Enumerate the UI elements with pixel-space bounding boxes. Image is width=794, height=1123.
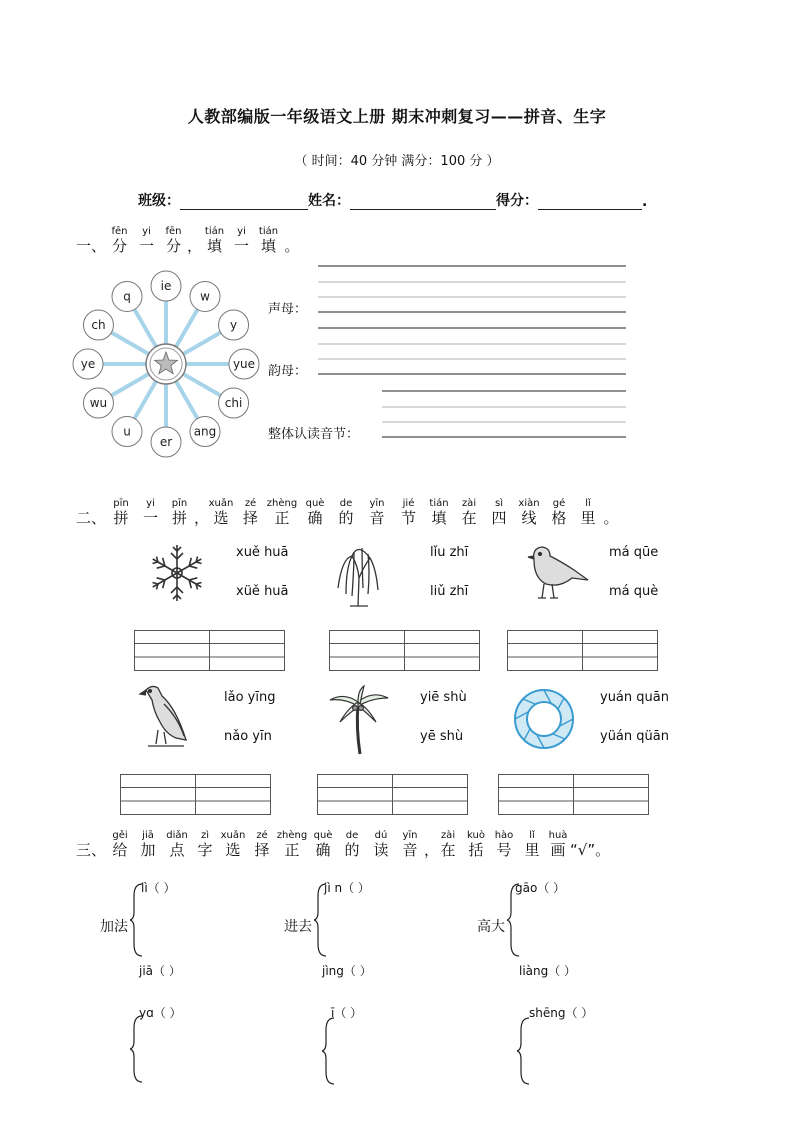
pinyin-char — [396, 830, 424, 859]
pinyin-char — [514, 498, 544, 527]
pinyin-char — [160, 226, 187, 255]
group2-word: 进去 — [284, 919, 312, 935]
wheel-label: ie — [160, 279, 172, 293]
pinyin-char — [308, 830, 338, 859]
pinyin: zhèng — [266, 498, 298, 509]
pinyin-char — [338, 830, 366, 859]
section3-num: 三、 — [76, 841, 107, 859]
pinyin-char — [255, 226, 282, 255]
item6-option2[interactable]: yüán qüān — [600, 729, 669, 744]
item6-option1[interactable]: yuán quān — [600, 690, 669, 705]
wheel-label: ye — [80, 357, 96, 371]
pinyin-char — [544, 498, 574, 527]
pinyin-char — [331, 498, 361, 527]
hanzi: 给 — [112, 841, 128, 859]
pinyin: lǐ — [529, 830, 535, 841]
section2-num: 二、 — [76, 509, 107, 527]
zhengti-label: 整体认读音节： — [268, 427, 360, 442]
item2-option2[interactable]: liǔ zhī — [430, 584, 469, 599]
hanzi: 里 — [524, 841, 540, 859]
four-line-grid-3[interactable] — [507, 630, 659, 672]
four-line-grid-5[interactable] — [317, 774, 469, 816]
pinyin-char — [106, 830, 134, 859]
group1-word: 加法 — [100, 919, 128, 935]
pinyin: fēn — [165, 226, 182, 237]
name-label: 姓名： — [308, 193, 350, 209]
pinyin: yīn — [402, 830, 418, 841]
four-line-grid-4[interactable] — [120, 774, 272, 816]
pinyin: kuò — [467, 830, 485, 841]
hanzi: 音 — [369, 509, 385, 527]
pinyin: tián — [204, 226, 225, 237]
hanzi: 填 — [207, 237, 223, 255]
hanzi: 四 — [491, 509, 507, 527]
wheel-label: er — [159, 435, 173, 449]
answer-lines — [268, 262, 633, 444]
pinyin: zì — [201, 830, 210, 841]
pinyin-char — [201, 226, 228, 255]
end-dot: . — [642, 194, 648, 210]
pinyin — [570, 830, 610, 841]
pinyin: què — [313, 830, 333, 841]
wheel-label: wu — [89, 396, 108, 410]
pinyin-char — [484, 498, 514, 527]
eagle-icon — [136, 682, 194, 754]
pinyin-char — [434, 830, 462, 859]
hanzi: 。 — [284, 237, 300, 255]
item4-option2[interactable]: nǎo yīn — [224, 729, 272, 744]
hanzi: 一 — [139, 237, 155, 255]
group2-top-option[interactable]: jì n（ ） — [324, 881, 370, 895]
pinyin: pīn — [171, 498, 188, 509]
item2-option1[interactable]: lǐu zhī — [430, 545, 469, 560]
name-blank[interactable] — [350, 193, 496, 210]
section1-pinyin-chars — [106, 226, 302, 255]
hanzi: 读 — [373, 841, 389, 859]
class-label: 班级： — [138, 193, 180, 209]
pinyin-char — [490, 830, 518, 859]
hanzi: 分 — [112, 237, 128, 255]
wheel-label: y — [229, 318, 238, 332]
pinyin-char — [236, 498, 265, 527]
hanzi: 分 — [166, 237, 182, 255]
pinyin-char — [462, 830, 490, 859]
group5-top-option[interactable]: ī（ ） — [331, 1006, 363, 1020]
pinyin: de — [339, 498, 353, 509]
pinyin: xuǎn — [220, 830, 246, 841]
hanzi: 画 — [550, 841, 566, 859]
pinyin-char — [570, 830, 610, 859]
group3-brace — [507, 882, 521, 958]
pinyin-char — [134, 830, 162, 859]
hanzi: 择 — [243, 509, 259, 527]
score-label: 得分： — [496, 193, 538, 209]
hanzi: 线 — [521, 509, 537, 527]
pinyin: yi — [142, 226, 151, 237]
snowflake-icon — [146, 542, 208, 604]
student-info-row — [138, 190, 647, 210]
class-blank[interactable] — [180, 193, 308, 210]
pinyin-char — [248, 830, 276, 859]
pinyin: xuǎn — [208, 498, 234, 509]
pinyin-char — [162, 830, 192, 859]
pinyin-char — [206, 498, 236, 527]
group6-brace — [517, 1016, 531, 1086]
hanzi: 号 — [496, 841, 512, 859]
pinyin: yīn — [369, 498, 385, 509]
pinyin — [602, 498, 620, 509]
group3-top-option[interactable]: gāo（ ） — [515, 881, 566, 895]
sparrow-icon — [524, 542, 590, 602]
pinyin-char — [454, 498, 484, 527]
pinyin: gé — [552, 498, 566, 509]
pinyin-char — [228, 226, 255, 255]
hanzi: 在 — [440, 841, 456, 859]
hanzi: 填 — [431, 509, 447, 527]
hanzi: ， — [194, 509, 210, 527]
pinyin-char — [602, 498, 620, 527]
hanzi: 。 — [603, 509, 619, 527]
pinyin — [187, 226, 201, 237]
item3-option1[interactable]: má qūe — [609, 545, 659, 560]
hanzi: 字 — [197, 841, 213, 859]
pinyin: jiā — [142, 830, 154, 841]
pinyin: hào — [494, 830, 514, 841]
pinyin: tián — [429, 498, 449, 509]
group4-top-option[interactable]: yɑ（ ） — [139, 1006, 182, 1020]
pinyin: gěi — [112, 830, 128, 841]
pinyin: zài — [440, 830, 456, 841]
hanzi: 确 — [315, 841, 331, 859]
hanzi: 音 — [402, 841, 418, 859]
four-line-grid-2[interactable] — [329, 630, 481, 672]
pinyin-char — [574, 498, 602, 527]
letter-wheel — [70, 268, 270, 463]
pinyin-char — [218, 830, 248, 859]
hanzi: 的 — [338, 509, 354, 527]
wheel-label: u — [123, 424, 131, 439]
hanzi: 在 — [461, 509, 477, 527]
item3-option2[interactable]: má què — [609, 584, 659, 599]
pinyin-char — [133, 226, 160, 255]
pinyin — [282, 226, 302, 237]
pinyin: tián — [258, 226, 279, 237]
hanzi: 正 — [284, 841, 300, 859]
pinyin-char — [518, 830, 546, 859]
wheel-label: ang — [193, 424, 217, 439]
hanzi: 格 — [551, 509, 567, 527]
hanzi: 确 — [307, 509, 323, 527]
section1-heading — [76, 226, 302, 255]
group5-brace — [322, 1016, 336, 1086]
group3-word: 高大 — [477, 919, 505, 935]
hanzi: ， — [424, 841, 440, 859]
pinyin-char — [187, 226, 201, 255]
pinyin-char — [366, 830, 396, 859]
section3-heading — [76, 830, 610, 859]
hanzi: 一 — [234, 237, 250, 255]
pinyin: jié — [402, 498, 415, 509]
pinyin: yi — [146, 498, 155, 509]
hanzi: 填 — [261, 237, 277, 255]
hanzi: 点 — [169, 841, 185, 859]
pinyin-char — [106, 498, 136, 527]
score-blank[interactable] — [538, 193, 642, 210]
four-line-grid-6[interactable] — [498, 774, 650, 816]
pinyin — [424, 830, 434, 841]
section1-num: 一、 — [76, 237, 107, 255]
pinyin: sì — [495, 498, 504, 509]
hanzi: ， — [187, 237, 203, 255]
pinyin: yi — [237, 226, 246, 237]
pinyin: dú — [374, 830, 388, 841]
section3-pinyin-chars — [106, 830, 610, 859]
shengmu-label: 声母： — [268, 302, 308, 317]
pinyin: zé — [256, 830, 268, 841]
hanzi: 节 — [401, 509, 417, 527]
pinyin — [194, 498, 206, 509]
wheel-label: w — [200, 289, 210, 304]
pinyin: de — [345, 830, 359, 841]
item5-option2[interactable]: yē shù — [420, 729, 464, 744]
wheel-label: yue — [232, 357, 256, 371]
pinyin-char — [424, 830, 440, 859]
pinyin-char — [393, 498, 424, 527]
pinyin-char — [192, 830, 218, 859]
wheel-label: ch — [91, 318, 106, 332]
pinyin: xiàn — [518, 498, 540, 509]
section2-heading — [76, 498, 620, 527]
exam-subtitle: （ 时间：40 分钟 满分：100 分 ） — [294, 154, 500, 169]
group2-bottom-option[interactable]: jìng（ ） — [322, 964, 372, 978]
pinyin-char — [361, 498, 393, 527]
hanzi: 加 — [140, 841, 156, 859]
pinyin-char — [106, 226, 133, 255]
hanzi: 括 — [468, 841, 484, 859]
pinyin-char — [165, 498, 194, 527]
pinyin: diǎn — [166, 830, 188, 841]
pinyin-char — [136, 498, 165, 527]
hanzi: 拼 — [113, 509, 129, 527]
pinyin-char — [299, 498, 331, 527]
four-line-grid-1[interactable] — [134, 630, 286, 672]
pinyin: lǐ — [585, 498, 591, 509]
item4-option1[interactable]: lǎo yīng — [224, 690, 276, 705]
wheel-label: chi — [224, 396, 243, 410]
group4-brace — [130, 1014, 144, 1084]
willow-tree-icon — [332, 538, 384, 608]
hanzi: 的 — [344, 841, 360, 859]
ring-icon — [511, 686, 577, 752]
hanzi: 选 — [225, 841, 241, 859]
group3-bottom-option[interactable]: liàng（ ） — [519, 964, 577, 978]
pinyin: què — [305, 498, 325, 509]
hanzi: 一 — [143, 509, 159, 527]
hanzi: 里 — [580, 509, 596, 527]
palm-tree-icon — [328, 684, 390, 756]
hanzi: 正 — [274, 509, 290, 527]
item1-option1[interactable]: xuě huā — [236, 545, 289, 560]
group1-bottom-option[interactable]: jiā（ ） — [139, 964, 181, 978]
item1-option2[interactable]: xüě huā — [236, 584, 289, 599]
pinyin: fēn — [111, 226, 128, 237]
pinyin-char — [276, 830, 308, 859]
hanzi: “√”。 — [570, 841, 611, 859]
group1-brace — [130, 882, 144, 958]
group2-brace — [314, 882, 328, 958]
pinyin-char — [194, 498, 210, 527]
pinyin: zài — [461, 498, 477, 509]
group1-top-option[interactable]: lì（ ） — [141, 881, 176, 895]
page-title: 人教部编版一年级语文上册 期末冲刺复习——拼音、生字 — [187, 107, 607, 126]
pinyin-char — [282, 226, 302, 255]
pinyin-char — [546, 830, 570, 859]
pinyin: pīn — [113, 498, 129, 509]
hanzi: 择 — [254, 841, 270, 859]
item5-option1[interactable]: yiē shù — [420, 690, 467, 705]
hanzi: 选 — [213, 509, 229, 527]
yunmu-label: 韵母： — [268, 364, 308, 379]
hanzi: 拼 — [172, 509, 188, 527]
pinyin: zhèng — [276, 830, 308, 841]
section2-pinyin-chars — [106, 498, 620, 527]
pinyin-char — [265, 498, 299, 527]
wheel-label: q — [123, 289, 131, 304]
group6-top-option[interactable]: shēng（ ） — [529, 1006, 594, 1020]
pinyin-char — [424, 498, 454, 527]
pinyin: zé — [244, 498, 257, 509]
pinyin: huà — [548, 830, 568, 841]
